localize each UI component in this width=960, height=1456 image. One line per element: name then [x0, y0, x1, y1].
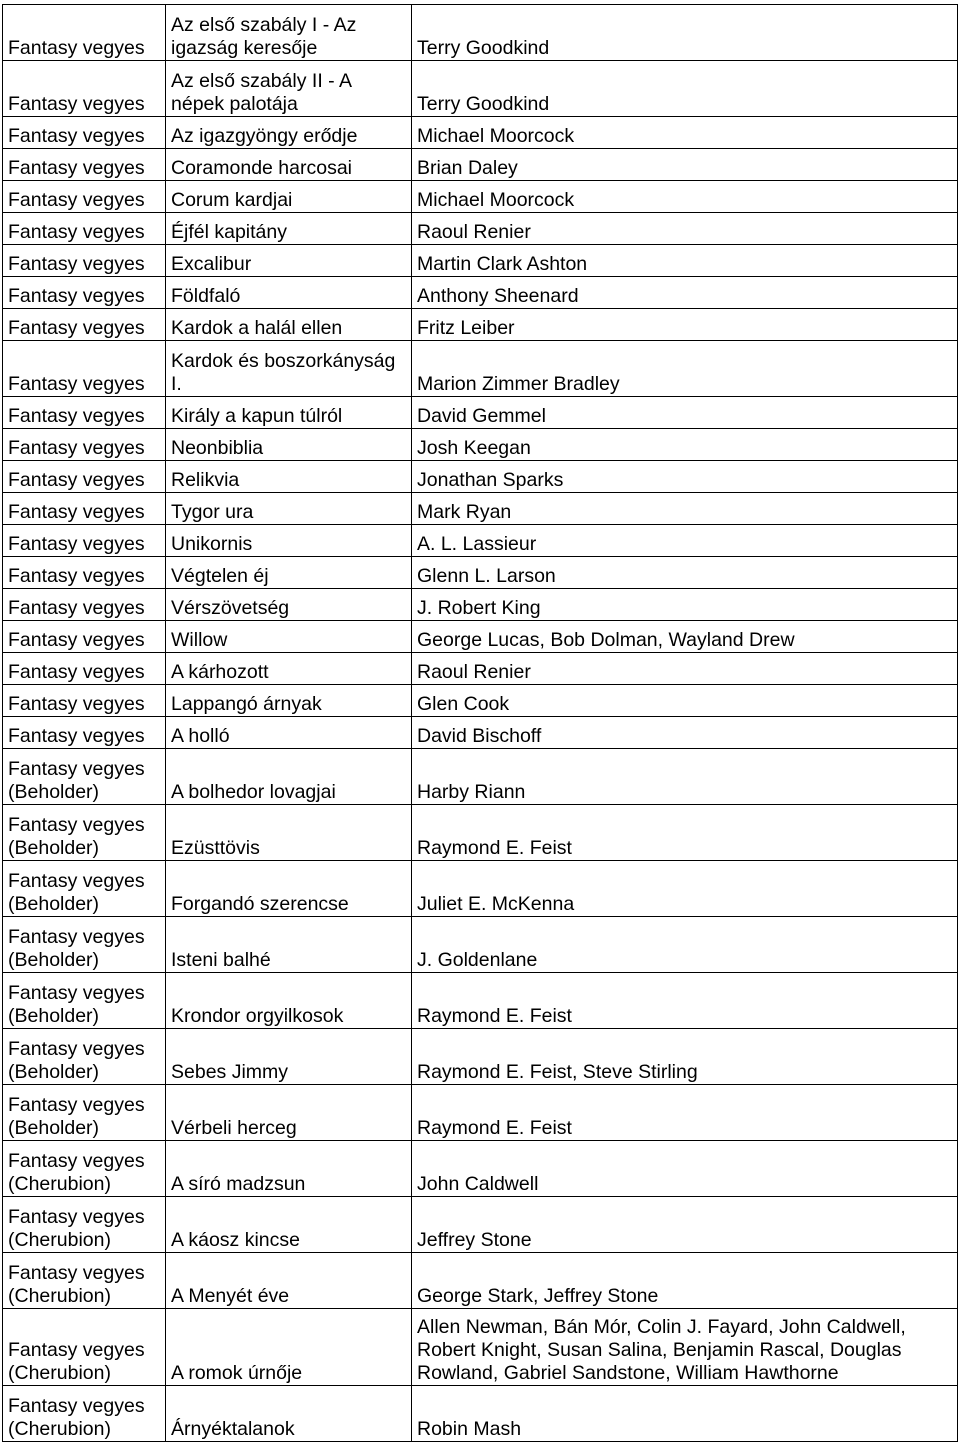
category-cell: Fantasy vegyes (Beholder)	[3, 973, 166, 1029]
category-cell: Fantasy vegyes	[3, 397, 166, 429]
title-cell: Corum kardjai	[166, 181, 412, 213]
category-cell: Fantasy vegyes	[3, 685, 166, 717]
table-row	[3, 149, 958, 181]
title-cell: Isteni balhé	[166, 917, 412, 973]
title-cell: A káosz kincse	[166, 1197, 412, 1253]
table-row	[3, 213, 958, 245]
table-row	[3, 717, 958, 749]
title-cell: Relikvia	[166, 461, 412, 493]
author-cell: J. Goldenlane	[412, 917, 958, 973]
author-cell: Terry Goodkind	[412, 5, 958, 61]
title-cell: A Menyét éve	[166, 1253, 412, 1309]
category-cell: Fantasy vegyes	[3, 5, 166, 61]
title-cell: Excalibur	[166, 245, 412, 277]
category-cell: Fantasy vegyes	[3, 61, 166, 117]
category-cell: Fantasy vegyes	[3, 621, 166, 653]
title-cell: Király a kapun túlról	[166, 397, 412, 429]
author-cell: Anthony Sheenard	[412, 277, 958, 309]
table-row	[3, 589, 958, 621]
author-cell: David Bischoff	[412, 717, 958, 749]
title-cell: Unikornis	[166, 525, 412, 557]
title-cell: Árnyéktalanok	[166, 1386, 412, 1442]
title-cell: A síró madzsun	[166, 1141, 412, 1197]
author-cell: Michael Moorcock	[412, 181, 958, 213]
category-cell: Fantasy vegyes (Cherubion)	[3, 1386, 166, 1442]
book-list-table	[2, 4, 958, 1442]
author-cell: Brian Daley	[412, 149, 958, 181]
table-row	[3, 1197, 958, 1253]
author-cell: Juliet E. McKenna	[412, 861, 958, 917]
table-row	[3, 1309, 958, 1386]
table-row	[3, 685, 958, 717]
title-cell: Lappangó árnyak	[166, 685, 412, 717]
author-cell: J. Robert King	[412, 589, 958, 621]
author-cell: Raymond E. Feist	[412, 973, 958, 1029]
title-cell: Sebes Jimmy	[166, 1029, 412, 1085]
category-cell: Fantasy vegyes	[3, 493, 166, 525]
title-cell: Az első szabály I - Az igazság keresője	[166, 5, 412, 61]
table-row	[3, 1253, 958, 1309]
author-cell: Jeffrey Stone	[412, 1197, 958, 1253]
category-cell: Fantasy vegyes	[3, 557, 166, 589]
author-cell: Terry Goodkind	[412, 61, 958, 117]
category-cell: Fantasy vegyes (Cherubion)	[3, 1141, 166, 1197]
category-cell: Fantasy vegyes	[3, 149, 166, 181]
author-cell: Martin Clark Ashton	[412, 245, 958, 277]
category-cell: Fantasy vegyes	[3, 341, 166, 397]
category-cell: Fantasy vegyes	[3, 429, 166, 461]
category-cell: Fantasy vegyes (Beholder)	[3, 805, 166, 861]
table-row	[3, 1085, 958, 1141]
title-cell: Krondor orgyilkosok	[166, 973, 412, 1029]
category-cell: Fantasy vegyes (Beholder)	[3, 917, 166, 973]
title-cell: Tygor ura	[166, 493, 412, 525]
title-cell: Földfaló	[166, 277, 412, 309]
author-cell: Marion Zimmer Bradley	[412, 341, 958, 397]
author-cell: Robin Mash	[412, 1386, 958, 1442]
table-row	[3, 653, 958, 685]
title-cell: Coramonde harcosai	[166, 149, 412, 181]
table-row	[3, 621, 958, 653]
category-cell: Fantasy vegyes	[3, 653, 166, 685]
author-cell: Raoul Renier	[412, 653, 958, 685]
table-row	[3, 917, 958, 973]
author-cell: Glenn L. Larson	[412, 557, 958, 589]
author-cell: David Gemmel	[412, 397, 958, 429]
author-cell: George Lucas, Bob Dolman, Wayland Drew	[412, 621, 958, 653]
table-row	[3, 1029, 958, 1085]
author-cell: John Caldwell	[412, 1141, 958, 1197]
category-cell: Fantasy vegyes	[3, 245, 166, 277]
title-cell: Az első szabály II - A népek palotája	[166, 61, 412, 117]
title-cell: Vérbeli herceg	[166, 1085, 412, 1141]
table-row	[3, 245, 958, 277]
category-cell: Fantasy vegyes	[3, 461, 166, 493]
table-row	[3, 861, 958, 917]
title-cell: A holló	[166, 717, 412, 749]
author-cell: George Stark, Jeffrey Stone	[412, 1253, 958, 1309]
title-cell: A romok úrnője	[166, 1309, 412, 1386]
author-cell: Raymond E. Feist, Steve Stirling	[412, 1029, 958, 1085]
author-cell: Jonathan Sparks	[412, 461, 958, 493]
table-row	[3, 61, 958, 117]
category-cell: Fantasy vegyes (Cherubion)	[3, 1197, 166, 1253]
category-cell: Fantasy vegyes (Beholder)	[3, 1029, 166, 1085]
author-cell: Raymond E. Feist	[412, 1085, 958, 1141]
category-cell: Fantasy vegyes (Cherubion)	[3, 1309, 166, 1386]
table-row	[3, 525, 958, 557]
title-cell: Ezüsttövis	[166, 805, 412, 861]
table-row	[3, 749, 958, 805]
author-cell: Josh Keegan	[412, 429, 958, 461]
table-row	[3, 493, 958, 525]
category-cell: Fantasy vegyes	[3, 589, 166, 621]
table-row	[3, 341, 958, 397]
table-row	[3, 1386, 958, 1442]
title-cell: A bolhedor lovagjai	[166, 749, 412, 805]
table-row	[3, 117, 958, 149]
category-cell: Fantasy vegyes (Cherubion)	[3, 1253, 166, 1309]
table-row	[3, 309, 958, 341]
title-cell: Az igazgyöngy erődje	[166, 117, 412, 149]
category-cell: Fantasy vegyes (Beholder)	[3, 861, 166, 917]
table-row	[3, 461, 958, 493]
title-cell: Vérszövetség	[166, 589, 412, 621]
table-row	[3, 277, 958, 309]
author-cell: Allen Newman, Bán Mór, Colin J. Fayard, John Caldwell, Robert Knight, Susan Salina, Benjamin Rascal, Douglas Rowland, Gabriel Sandstone, William Hawthorne	[412, 1309, 958, 1386]
title-cell: Éjfél kapitány	[166, 213, 412, 245]
author-cell: Raoul Renier	[412, 213, 958, 245]
category-cell: Fantasy vegyes	[3, 717, 166, 749]
table-row	[3, 429, 958, 461]
title-cell: Neonbiblia	[166, 429, 412, 461]
title-cell: A kárhozott	[166, 653, 412, 685]
title-cell: Végtelen éj	[166, 557, 412, 589]
table-row	[3, 805, 958, 861]
table-row	[3, 973, 958, 1029]
table-row	[3, 397, 958, 429]
category-cell: Fantasy vegyes	[3, 277, 166, 309]
author-cell: A. L. Lassieur	[412, 525, 958, 557]
category-cell: Fantasy vegyes	[3, 213, 166, 245]
title-cell: Kardok a halál ellen	[166, 309, 412, 341]
author-cell: Raymond E. Feist	[412, 805, 958, 861]
title-cell: Kardok és boszorkányság I.	[166, 341, 412, 397]
category-cell: Fantasy vegyes	[3, 181, 166, 213]
table-row	[3, 557, 958, 589]
table-row	[3, 5, 958, 61]
title-cell: Willow	[166, 621, 412, 653]
author-cell: Michael Moorcock	[412, 117, 958, 149]
author-cell: Glen Cook	[412, 685, 958, 717]
category-cell: Fantasy vegyes (Beholder)	[3, 749, 166, 805]
category-cell: Fantasy vegyes	[3, 525, 166, 557]
table-row	[3, 1141, 958, 1197]
category-cell: Fantasy vegyes	[3, 309, 166, 341]
table-row	[3, 181, 958, 213]
category-cell: Fantasy vegyes	[3, 117, 166, 149]
author-cell: Fritz Leiber	[412, 309, 958, 341]
title-cell: Forgandó szerencse	[166, 861, 412, 917]
category-cell: Fantasy vegyes (Beholder)	[3, 1085, 166, 1141]
author-cell: Mark Ryan	[412, 493, 958, 525]
author-cell: Harby Riann	[412, 749, 958, 805]
